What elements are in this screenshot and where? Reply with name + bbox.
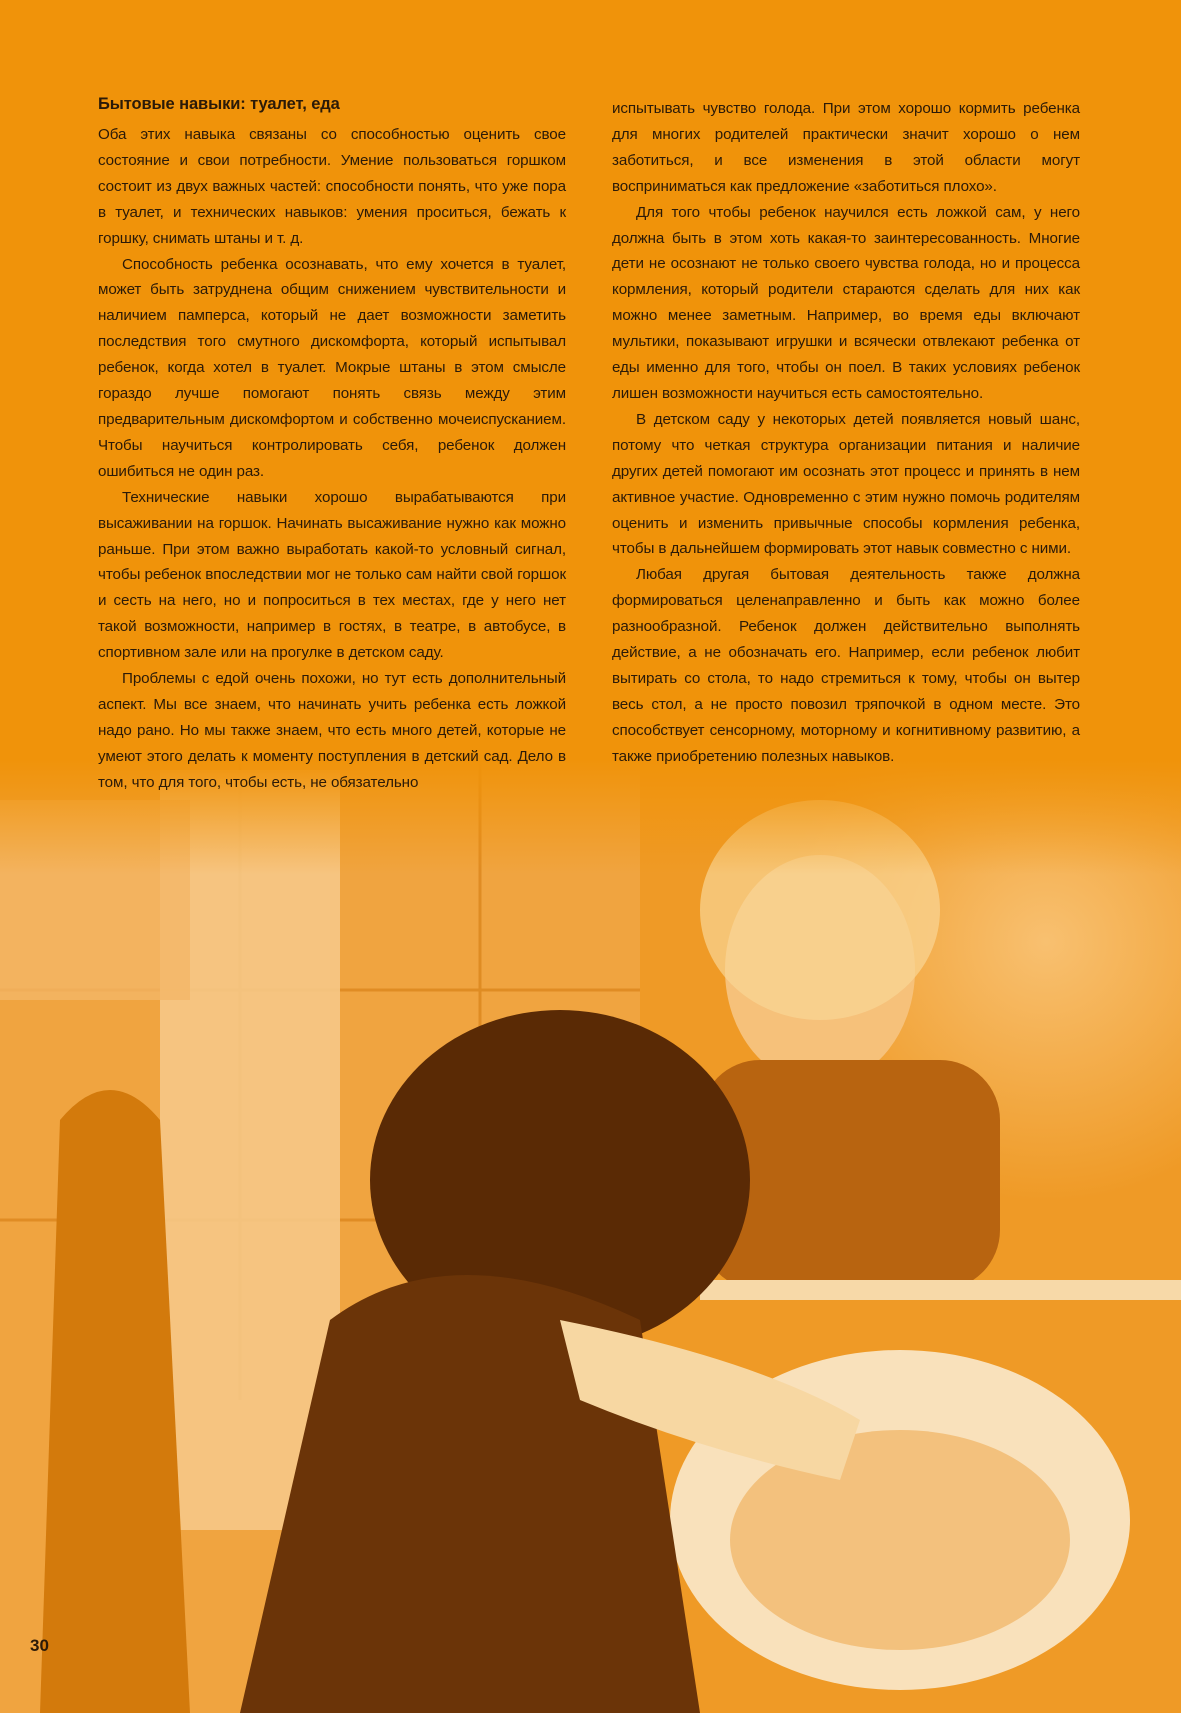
paragraph: Способность ребенка осознавать, что ему хочется в туалет, может быть затруднена общим снижением чувствительности и наличием памперса, который не дает возможности заметить последствия того смутного дискомфорта, который испытывал ребенок, когда хотел в туалет. Мокрые штаны в этом смысле гораздо лучше помогают понять связь между этим предварительным дискомфортом и собственно мочеиспусканием. Чтобы научиться контролировать себя, ребенок должен ошибиться не один раз. xyxy=(98,255,566,480)
paragraph: Любая другая бытовая деятельность также должна формироваться целенаправленно и быть как можно более разнообразной. Ребенок должен действительно выполнять действие, а не обозначать его. Например, если ребенок любит вытирать со стола, то надо стремиться к тому, чтобы он вытер весь стол, а не просто повозил тряпочкой в одном месте. Это способствует сенсорному, моторному и когнитивному развитию, а также приобретению полезных навыков. xyxy=(612,566,1080,765)
paragraph: испытывать чувство голода. При этом хорошо кормить ребенка для многих родителей практически значит хорошо о нем заботиться, и все изменения в этой области могут восприниматься как предложение «заботиться плохо». xyxy=(612,100,1080,195)
left-column xyxy=(98,92,566,796)
section-heading: Бытовые навыки: туалет, еда xyxy=(98,95,340,113)
photo-children-washing-hands xyxy=(0,760,1181,1713)
page-number: 30 xyxy=(30,1636,49,1655)
paragraph: Для того чтобы ребенок научился есть ложкой сам, у него должна быть в этом хоть какая-то заинтересованность. Многие дети не осознают не только своего чувства голода, но и процесса кормления, который родители стараются сделать для них как можно менее заметным. Например, во время еды включают мультики, показывают игрушки и всячески отвлекают ребенка от еды именно для того, чтобы он поел. В таких условиях ребенок лишен возможности научиться есть самостоятельно. xyxy=(612,203,1080,402)
paragraph: В детском саду у некоторых детей появляется новый шанс, потому что четкая структура организации питания и наличие других детей помогают им осознать этот процесс и принять в нем активное участие. Одновременно с этим нужно помочь родителям оценить и изменить привычные способы кормления ребенка, чтобы в дальнейшем формировать этот навык совместно с ними. xyxy=(612,410,1080,558)
paragraph: Технические навыки хорошо вырабатываются при высаживании на горшок. Начинать высаживание нужно как можно раньше. При этом важно выработать какой-то условный сигнал, чтобы ребенок впоследствии мог не только сам найти свой горшок и сесть на него, но и попроситься в тех местах, где у него нет такой возможности, например в гостях, в театре, в автобусе, в спортивном зале или на прогулке в детском саду. xyxy=(98,488,566,662)
paragraph: Оба этих навыка связаны со способностью оценить свое состояние и свои потребности. Умение пользоваться горшком состоит из двух важных частей: способности понять, что уже пора в туалет, и технических навыков: умения проситься, бежать к горшку, снимать штаны и т. д. xyxy=(98,126,566,247)
paragraph: Проблемы с едой очень похожи, но тут есть дополнительный аспект. Мы все знаем, что начинать учить ребенка есть ложкой надо рано. Но мы также знаем, что есть много детей, которые не умеют этого делать к моменту поступления в детский сад. Дело в том, что для того, чтобы есть, не обязательно xyxy=(98,670,566,791)
right-column xyxy=(612,96,1080,770)
